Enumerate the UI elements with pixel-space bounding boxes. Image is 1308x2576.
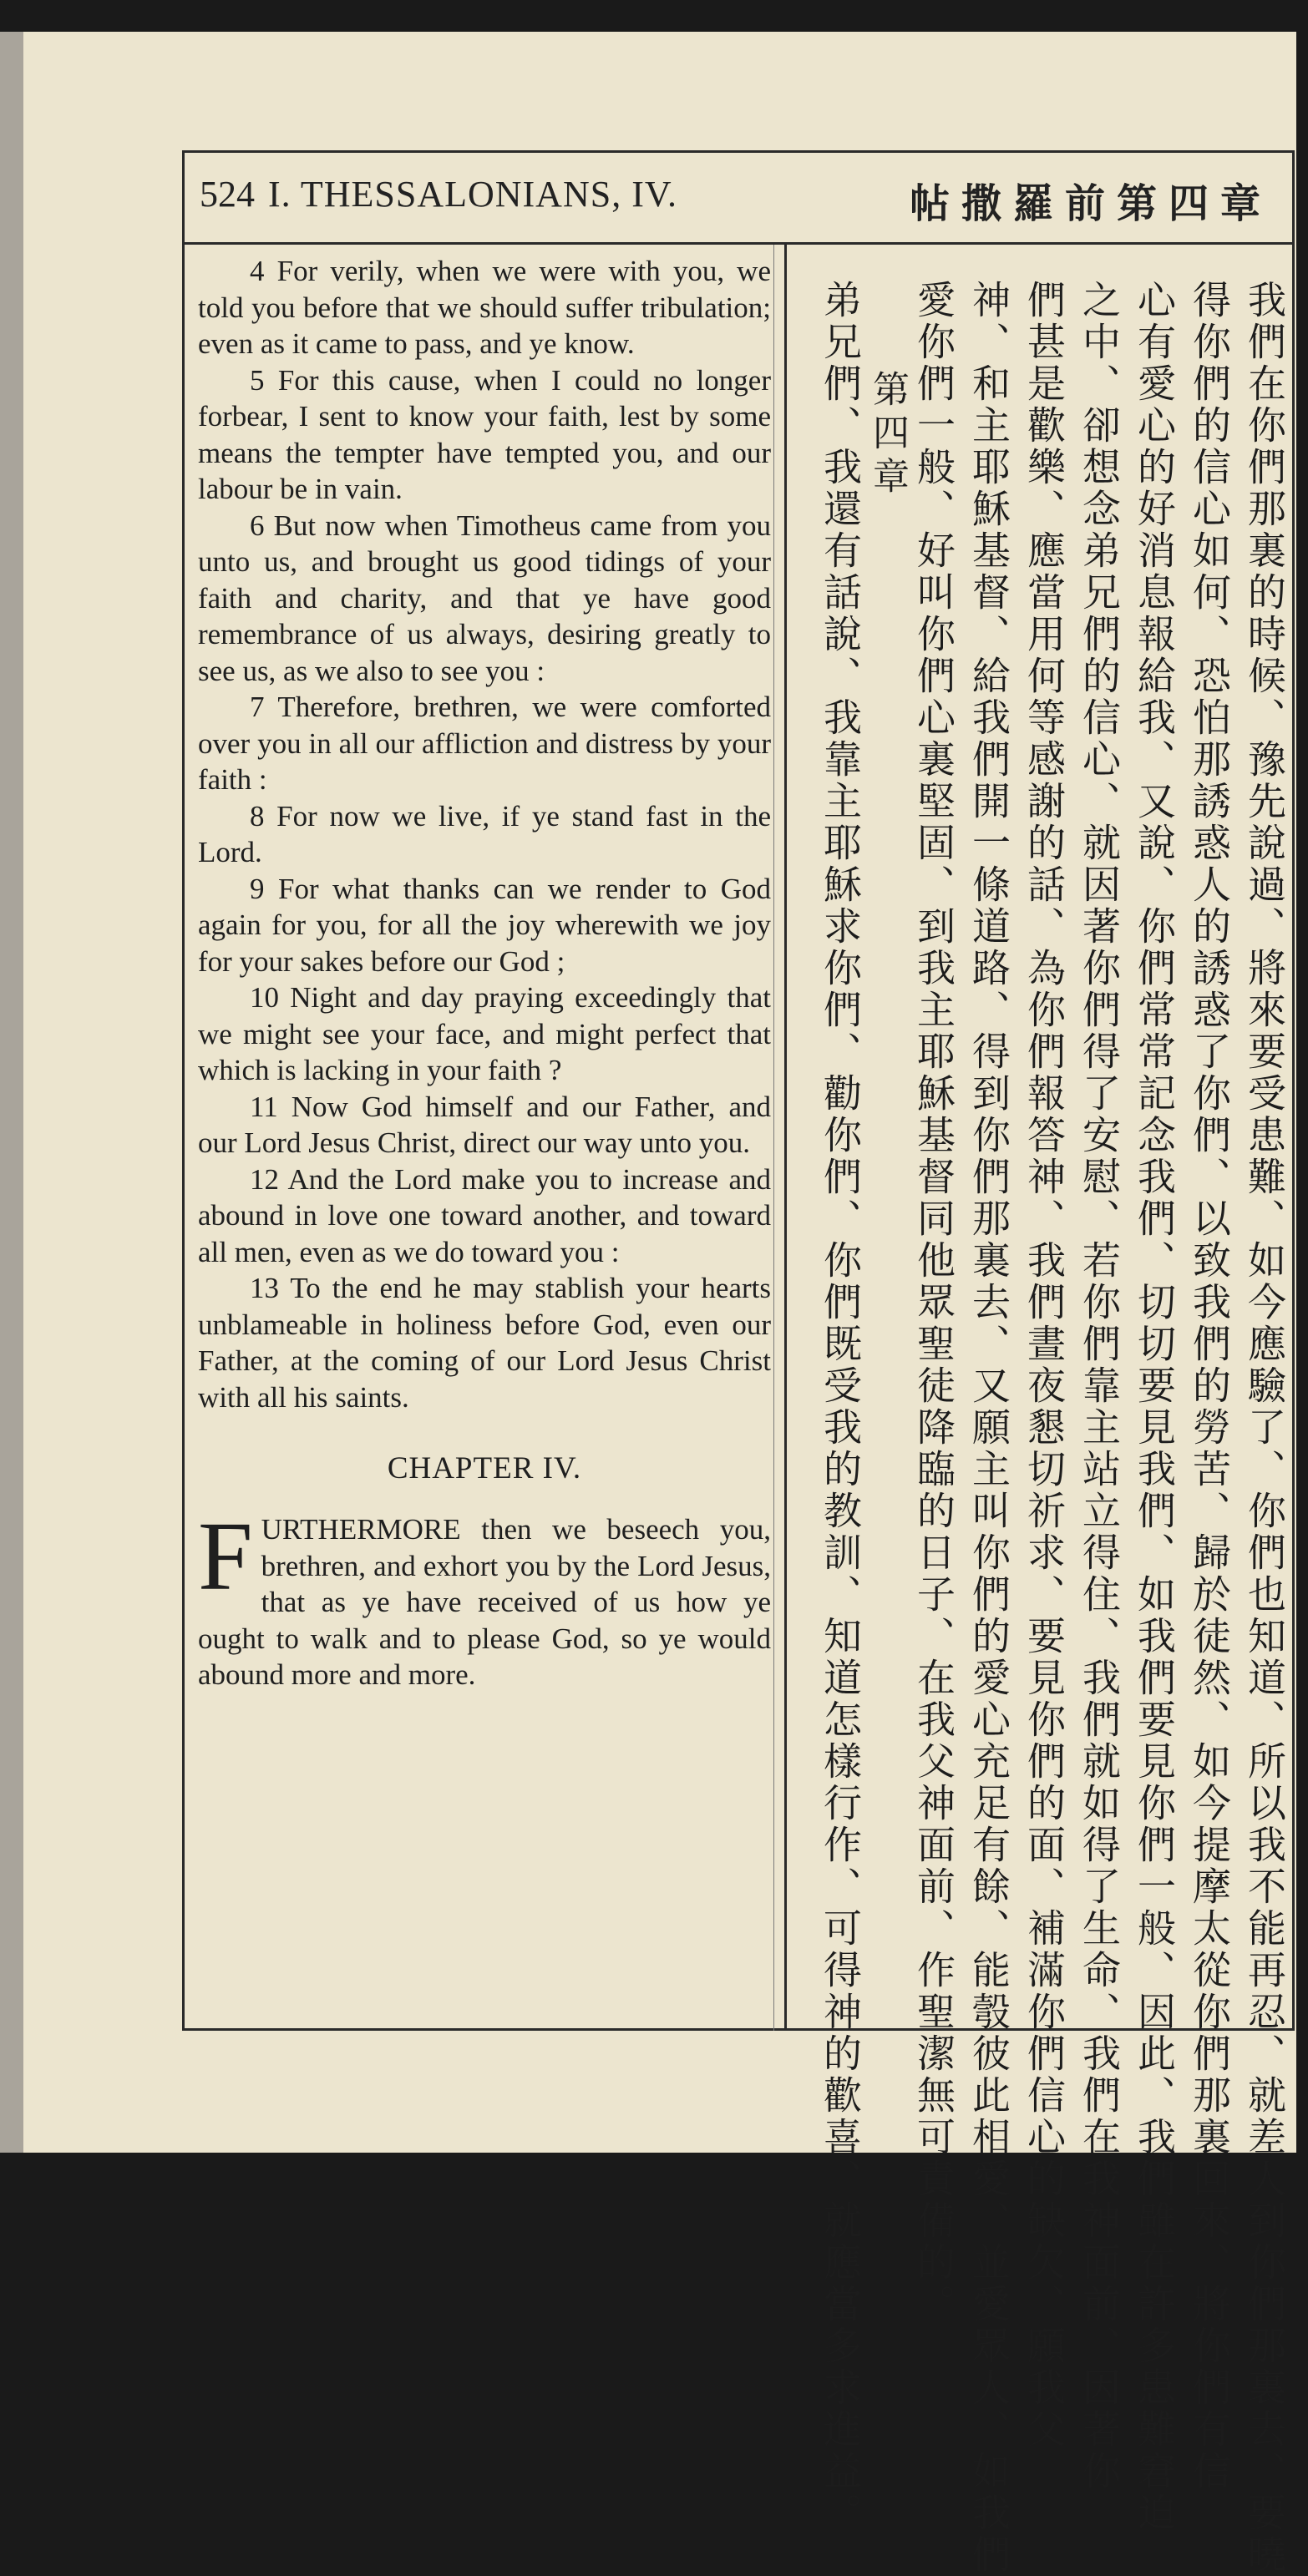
chinese-text-column: 我們在你們那裏的時候、豫先說過、將來要受患難、如今應驗了、你們也知道、所以我不能再忍、就差人到你們那裏去、要曉: [1242, 280, 1287, 2576]
verse-4: 4 For verily, when we were with you, we told you before that we should suffer tribulation; even as it came to pass, and ye know.: [198, 255, 771, 360]
chapter-heading: CHAPTER IV.: [387, 1451, 582, 1485]
drop-cap-letter: F: [198, 1501, 253, 1611]
chinese-text-column: 們甚是歡樂、應當用何等感謝的話、為你們報答神、我們晝夜懇切祈求、要見你們的面、補滿你們信心的缺欠、願我父: [1022, 280, 1067, 2451]
verse-12: 12 And the Lord make you to increase and abound in love one toward another, and toward all men, even as we do toward you :: [198, 1162, 771, 1268]
chinese-text-column: 得你們的信心如何、恐怕那誘惑人的誘惑了你們、以致我們的勞苦、歸於徒然、如今提摩太從你們那裏回來、將你們有信: [1187, 280, 1232, 2492]
verse-6: 6 But now when Timotheus came from you unto us, and brought us good tidings of your faith and charity, and that ye have good remembrance of us always, desiring greatly to see us, as we also to see you :: [198, 509, 771, 687]
chinese-text-column: 愛你們一般、好叫你們心裏堅固、到我主耶穌基督同他眾聖徒降臨的日子、在我父神面前、作聖潔無可責備的。: [911, 280, 956, 2325]
chinese-text-column: 之中、卻想念弟兄們的信心、就因著你們得了安慰、若你們靠主站立得住、我們就如得了生命、我們在我神面前、因著你: [1077, 280, 1122, 2492]
column-divider: [784, 245, 787, 2031]
english-column: [198, 253, 771, 2023]
book-title: I. THESSALONIANS, IV.: [268, 174, 677, 215]
page-frame: [182, 150, 1295, 2576]
chinese-chapter-title: 帖撒羅前第四章: [909, 180, 1272, 227]
chinese-text-column: 心有愛心的好消息報給我、又說、你們常常記念我們、切切要見我們、如我們要見你們一般、因此、我們雖在許多患難窘迫: [1132, 280, 1177, 2534]
book-page: [0, 32, 1296, 2576]
page-number: 524: [200, 174, 255, 215]
verse-9: 9 For what thanks can we render to God again for you, for all the joy wherewith we joy for your sakes before our God ;: [198, 872, 771, 978]
chinese-text-column: 神、和主耶穌基督、給我們開一條道路、得到你們那裏去、又願主叫你們的愛心充足有餘、能彀彼此相愛、並愛眾人、如我們: [966, 280, 1011, 2576]
chinese-column-area: [811, 280, 1289, 2576]
chapter-4-verse-1: [198, 1501, 771, 1693]
verse-7: 7 Therefore, brethren, we were comforted over you in all our affliction and distress by your faith :: [198, 691, 771, 796]
verse-8: 8 For now we live, if ye stand fast in the Lord.: [198, 799, 771, 868]
chinese-chapter-text: 弟兄們、我還有話說、我靠主耶穌求你們、勸你們、你們既受我的教訓、知道怎樣行作、可得神的歡喜、就應當多求進益。: [818, 280, 863, 2534]
column-divider-thin: [773, 245, 774, 2031]
verse-10: 10 Night and day praying exceedingly that we might see your face, and might perfect that which is lacking in your faith ?: [198, 981, 771, 1086]
verse-5: 5 For this cause, when I could no longer forbear, I sent to know your faith, lest by some means the tempter have tempted you, and our labour be in vain.: [198, 363, 771, 505]
chinese-chapter-heading: 第四章: [866, 370, 909, 500]
verse-11: 11 Now God himself and our Father, and our Lord Jesus Christ, direct our way unto you.: [198, 1090, 771, 1159]
page-header: [185, 153, 1292, 245]
verse-13: 13 To the end he may stablish your hearts unblameable in holiness before God, even our Father, at the coming of our Lord Jesus Christ with all his saints.: [198, 1272, 771, 1414]
chapter-4-verse-1-text: URTHERMORE then we beseech you, brethren, and exhort you by the Lord Jesus, that as ye have received of us how ye ought to walk and to please God, so ye would abound more and more.: [198, 1513, 771, 1691]
